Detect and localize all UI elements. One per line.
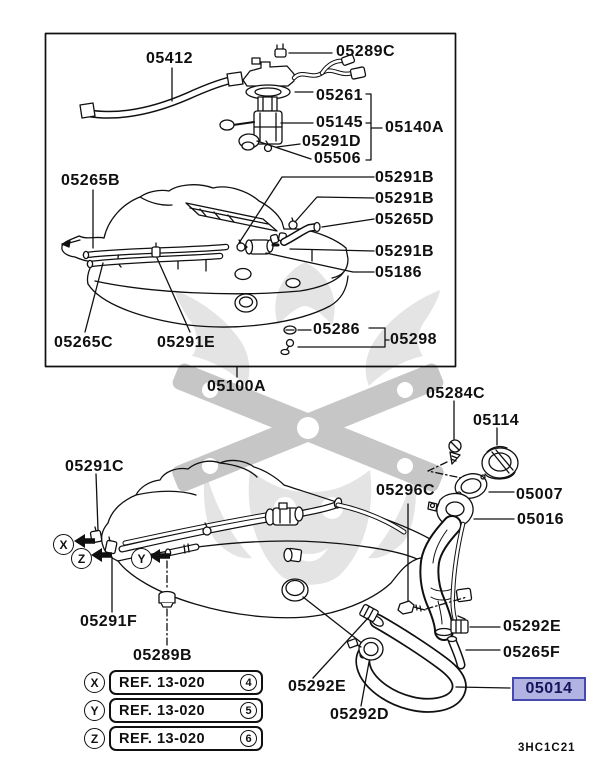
part-label-05291B-2[interactable]: 05291B [375, 190, 435, 207]
part-label-05265B[interactable]: 05265B [61, 172, 121, 189]
ref-row-x [84, 670, 263, 695]
ref-text-z: REF. 13-020 [119, 730, 206, 747]
ref-text-y: REF. 13-020 [119, 702, 206, 719]
part-label-05145[interactable]: 05145 [316, 114, 363, 131]
part-label-05014-highlighted[interactable]: 05014 [512, 677, 586, 701]
part-label-05140A[interactable]: 05140A [385, 119, 445, 136]
ref-letter-x: X [84, 672, 105, 693]
marker-y: Y [131, 548, 152, 569]
ref-row-y [84, 698, 263, 723]
part-label-05291C[interactable]: 05291C [65, 458, 125, 475]
part-label-05016[interactable]: 05016 [517, 511, 564, 528]
part-label-05114[interactable]: 05114 [473, 412, 520, 429]
ref-num-z: 6 [240, 730, 257, 747]
part-label-05284C[interactable]: 05284C [426, 385, 486, 402]
ref-row-z [84, 726, 263, 751]
part-label-05291B-3[interactable]: 05291B [375, 243, 435, 260]
part-label-05186[interactable]: 05186 [375, 264, 422, 281]
ref-letter-z: Z [84, 728, 105, 749]
part-label-05506[interactable]: 05506 [314, 150, 361, 167]
ref-box-x[interactable] [109, 670, 263, 695]
ref-text-x: REF. 13-020 [119, 674, 206, 691]
part-label-05007[interactable]: 05007 [516, 486, 563, 503]
marker-x: X [53, 534, 74, 555]
part-label-05289C[interactable]: 05289C [336, 43, 396, 60]
part-label-05265F[interactable]: 05265F [503, 644, 561, 661]
ref-num-x: 4 [240, 674, 257, 691]
part-label-05292E-right[interactable]: 05292E [503, 618, 562, 635]
part-label-05291E[interactable]: 05291E [157, 334, 216, 351]
part-label-05265C[interactable]: 05265C [54, 334, 114, 351]
part-label-05292E-left[interactable]: 05292E [288, 678, 347, 695]
part-label-05261[interactable]: 05261 [316, 87, 363, 104]
part-label-05298[interactable]: 05298 [390, 331, 437, 348]
ref-num-y: 5 [240, 702, 257, 719]
diagram-code: 3HC1C21 [518, 742, 576, 754]
part-label-05289B[interactable]: 05289B [133, 647, 193, 664]
ref-box-z[interactable] [109, 726, 263, 751]
part-label-05265D[interactable]: 05265D [375, 211, 435, 228]
part-label-05291D[interactable]: 05291D [302, 133, 362, 150]
part-label-05291B-1[interactable]: 05291B [375, 169, 435, 186]
part-label-05296C[interactable]: 05296C [376, 482, 436, 499]
part-label-05412[interactable]: 05412 [146, 50, 193, 67]
watermark-graphic [170, 262, 446, 585]
part-label-05292D[interactable]: 05292D [330, 706, 390, 723]
part-label-05291F[interactable]: 05291F [80, 613, 138, 630]
part-label-05100A[interactable]: 05100A [207, 378, 267, 395]
marker-z: Z [71, 548, 92, 569]
ref-box-y[interactable] [109, 698, 263, 723]
part-label-05286[interactable]: 05286 [313, 321, 360, 338]
ref-letter-y: Y [84, 700, 105, 721]
